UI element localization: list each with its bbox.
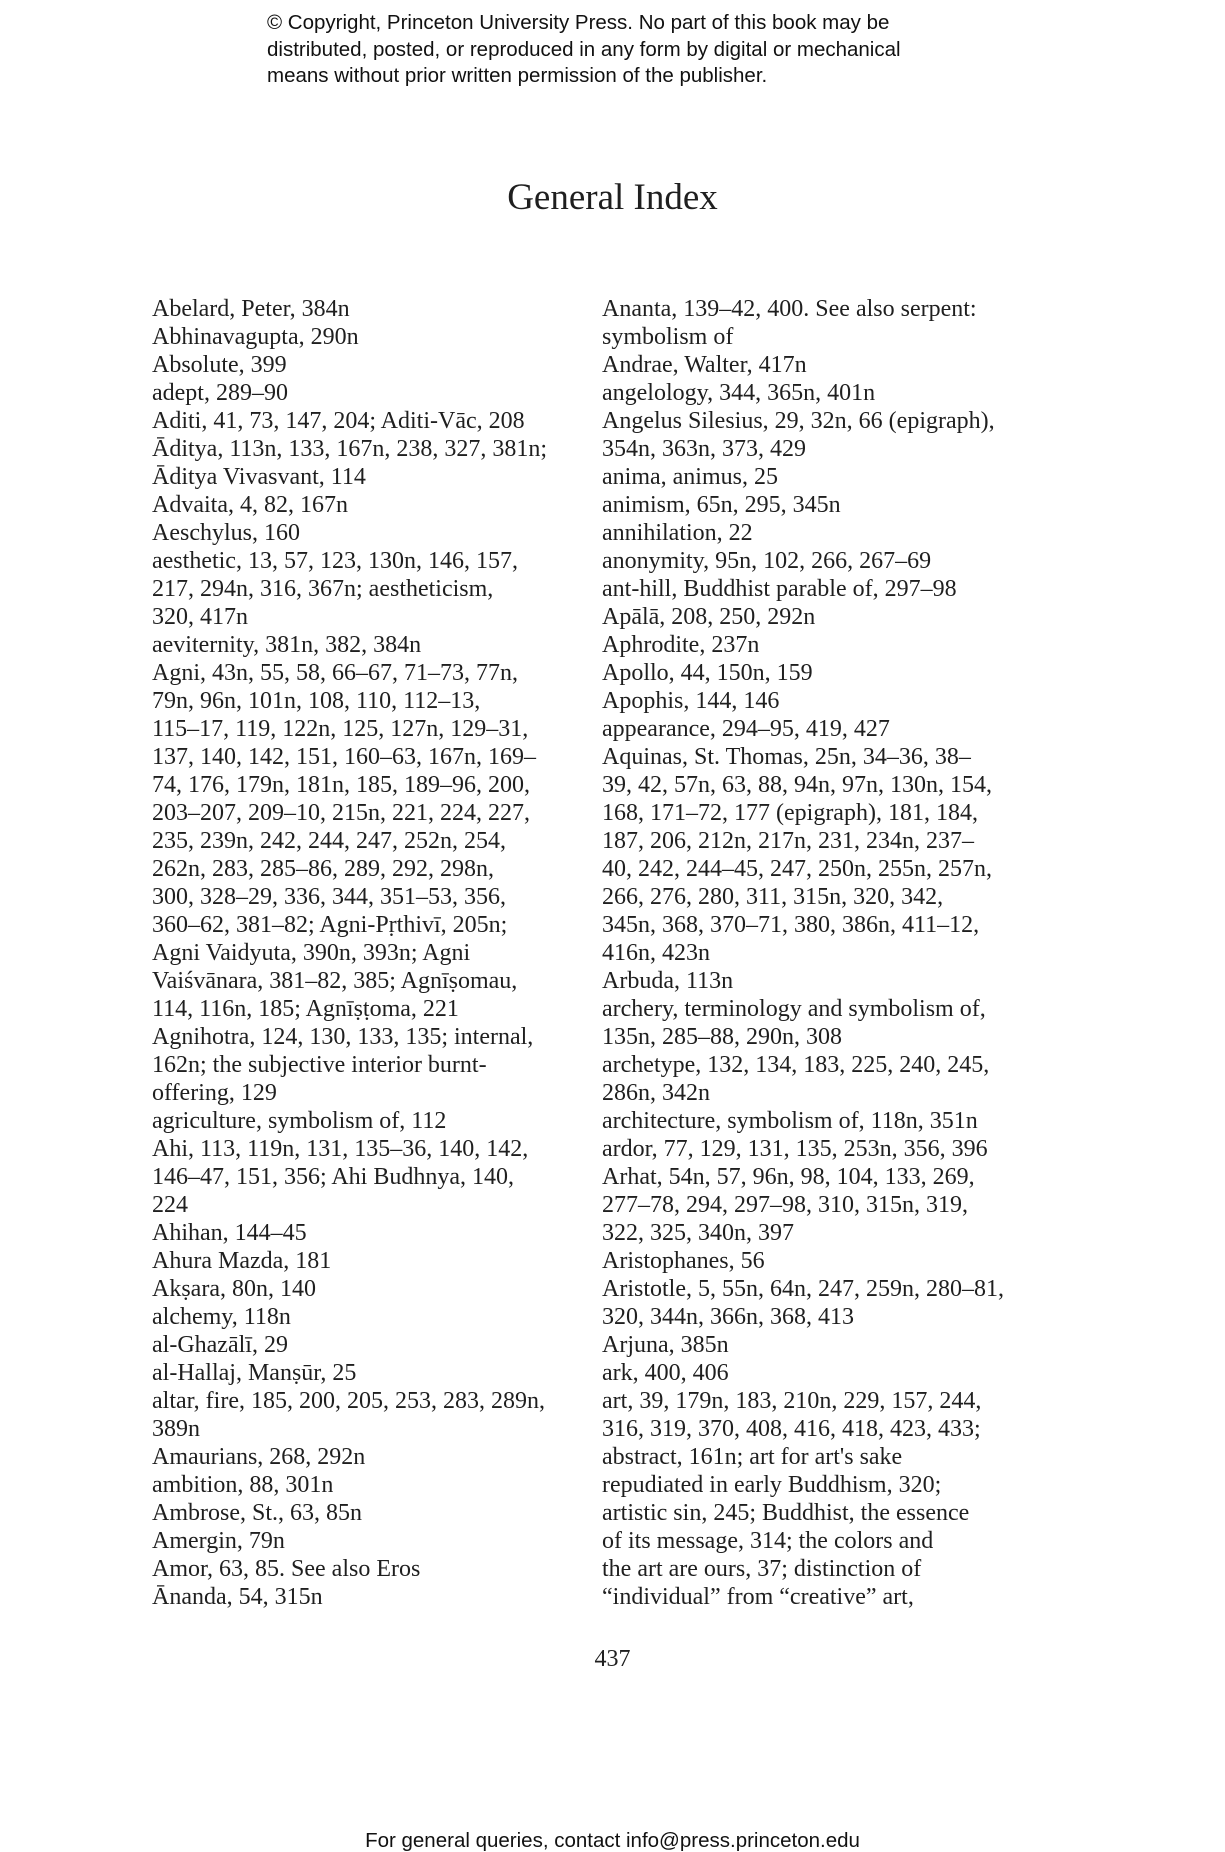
index-entry-line: Akṣara, 80n, 140 bbox=[152, 1276, 316, 1302]
copyright-line: © Copyright, Princeton University Press. No part of this book may be bbox=[267, 11, 890, 34]
index-entry-line: 79n, 96n, 101n, 108, 110, 112–13, bbox=[152, 688, 481, 714]
index-entry-line: al-Ghazālī, 29 bbox=[152, 1332, 288, 1358]
index-entry bbox=[152, 1303, 582, 1331]
index-entry-line: 115–17, 119, 122n, 125, 127n, 129–31, bbox=[152, 716, 529, 742]
index-entry bbox=[152, 1443, 582, 1471]
page-title: General Index bbox=[507, 177, 718, 218]
index-entry bbox=[152, 323, 582, 351]
index-entry bbox=[152, 491, 582, 519]
index-entry-line: Arbuda, 113n bbox=[602, 968, 734, 994]
copyright-notice bbox=[267, 10, 1027, 90]
page-number: 437 bbox=[594, 1646, 631, 1672]
index-entry bbox=[602, 1247, 1022, 1275]
index-entry bbox=[602, 463, 1022, 491]
index-entry-line: Ahura Mazda, 181 bbox=[152, 1248, 332, 1274]
index-entry-line: angelology, 344, 365n, 401n bbox=[602, 380, 876, 406]
index-entry-line: 137, 140, 142, 151, 160–63, 167n, 169– bbox=[152, 744, 536, 770]
index-entry bbox=[152, 1359, 582, 1387]
index-entry bbox=[152, 351, 582, 379]
index-entry bbox=[152, 1471, 582, 1499]
index-entry-line: Agni, 43n, 55, 58, 66–67, 71–73, 77n, bbox=[152, 660, 518, 686]
index-entry-line: offering, 129 bbox=[152, 1080, 277, 1106]
index-entry bbox=[152, 1331, 582, 1359]
index-entry-line: 162n; the subjective interior burnt- bbox=[152, 1052, 487, 1078]
index-entry-line: abstract, 161n; art for art's sake bbox=[602, 1444, 903, 1470]
index-entry-line: ardor, 77, 129, 131, 135, 253n, 356, 396 bbox=[602, 1136, 988, 1162]
index-entry bbox=[602, 1051, 1022, 1107]
index-entry-line: 168, 171–72, 177 (epigraph), 181, 184, bbox=[602, 800, 978, 826]
index-entry-line: 262n, 283, 285–86, 289, 292, 298n, bbox=[152, 856, 494, 882]
index-entry bbox=[152, 1555, 582, 1583]
index-entry-line: Vaiśvānara, 381–82, 385; Agnīṣomau, bbox=[152, 968, 518, 994]
index-entry-line: Apālā, 208, 250, 292n bbox=[602, 604, 816, 630]
index-entry-line: 146–47, 151, 356; Ahi Budhnya, 140, bbox=[152, 1164, 515, 1190]
index-entry bbox=[602, 547, 1022, 575]
index-entry-line: Abhinavagupta, 290n bbox=[152, 324, 359, 350]
index-entry bbox=[602, 1387, 1022, 1611]
index-entry-line: Aditi, 41, 73, 147, 204; Aditi-Vāc, 208 bbox=[152, 408, 525, 434]
index-entry-line: 266, 276, 280, 311, 315n, 320, 342, bbox=[602, 884, 944, 910]
index-entry-line: 316, 319, 370, 408, 416, 418, 423, 433; bbox=[602, 1416, 981, 1442]
index-entry bbox=[152, 1583, 582, 1611]
index-entry-line: 114, 116n, 185; Agnīṣṭoma, 221 bbox=[152, 996, 459, 1022]
index-entry-line: 224 bbox=[152, 1192, 188, 1218]
index-entry-line: Ānanda, 54, 315n bbox=[152, 1584, 323, 1610]
index-entry-line: alchemy, 118n bbox=[152, 1304, 291, 1330]
index-entry-line: Āditya Vivasvant, 114 bbox=[152, 464, 366, 490]
index-entry-line: adept, 289–90 bbox=[152, 380, 288, 406]
index-entry bbox=[602, 379, 1022, 407]
index-entry bbox=[602, 295, 1022, 351]
index-entry-line: 39, 42, 57n, 63, 88, 94n, 97n, 130n, 154, bbox=[602, 772, 992, 798]
index-entry bbox=[152, 1275, 582, 1303]
index-entry-line: Aeschylus, 160 bbox=[152, 520, 300, 546]
index-entry bbox=[602, 351, 1022, 379]
index-entry-line: Aristotle, 5, 55n, 64n, 247, 259n, 280–81, bbox=[602, 1276, 1004, 1302]
index-entry-line: symbolism of bbox=[602, 324, 734, 350]
index-entry-line: anonymity, 95n, 102, 266, 267–69 bbox=[602, 548, 932, 574]
index-entry-line: 203–207, 209–10, 215n, 221, 224, 227, bbox=[152, 800, 530, 826]
index-entry-line: 354n, 363n, 373, 429 bbox=[602, 436, 806, 462]
index-entry bbox=[602, 575, 1022, 603]
index-entry-line: anima, animus, 25 bbox=[602, 464, 778, 490]
index-entry bbox=[602, 967, 1022, 995]
footer-contact: For general queries, contact info@press.princeton.edu bbox=[365, 1829, 860, 1852]
index-entry bbox=[152, 1247, 582, 1275]
index-entry bbox=[152, 659, 582, 1023]
index-entry-line: aesthetic, 13, 57, 123, 130n, 146, 157, bbox=[152, 548, 518, 574]
index-entry bbox=[152, 1135, 582, 1219]
index-entry-line: 360–62, 381–82; Agni-Pṛthivī, 205n; bbox=[152, 912, 508, 938]
index-entry-line: al-Hallaj, Manṣūr, 25 bbox=[152, 1360, 357, 1386]
index-entry bbox=[602, 1107, 1022, 1135]
index-entry-line: ambition, 88, 301n bbox=[152, 1472, 334, 1498]
index-entry bbox=[152, 631, 582, 659]
index-entry-line: Andrae, Walter, 417n bbox=[602, 352, 807, 378]
index-entry-line: 277–78, 294, 297–98, 310, 315n, 319, bbox=[602, 1192, 968, 1218]
index-entry-line: Āditya, 113n, 133, 167n, 238, 327, 381n; bbox=[152, 436, 548, 462]
index-entry-line: 300, 328–29, 336, 344, 351–53, 356, bbox=[152, 884, 506, 910]
index-entry-line: 345n, 368, 370–71, 380, 386n, 411–12, bbox=[602, 912, 980, 938]
index-entry bbox=[152, 1107, 582, 1135]
index-entry-line: 187, 206, 212n, 217n, 231, 234n, 237– bbox=[602, 828, 974, 854]
index-entry bbox=[602, 715, 1022, 743]
index-entry-line: artistic sin, 245; Buddhist, the essence bbox=[602, 1500, 970, 1526]
index-entry bbox=[602, 659, 1022, 687]
index-entry-line: Agnihotra, 124, 130, 133, 135; internal, bbox=[152, 1024, 534, 1050]
index-entry-line: Apollo, 44, 150n, 159 bbox=[602, 660, 813, 686]
index-entry-line: Ananta, 139–42, 400. See also serpent: bbox=[602, 296, 977, 322]
index-entry bbox=[152, 547, 582, 631]
index-entry-line: altar, fire, 185, 200, 205, 253, 283, 289n, bbox=[152, 1388, 545, 1414]
copyright-line: means without prior written permission of the publisher. bbox=[267, 64, 768, 87]
index-entry-line: “individual” from “creative” art, bbox=[602, 1584, 914, 1610]
index-entry-line: annihilation, 22 bbox=[602, 520, 753, 546]
index-entry-line: art, 39, 179n, 183, 210n, 229, 157, 244, bbox=[602, 1388, 982, 1414]
index-column-left bbox=[152, 295, 582, 1611]
index-entry bbox=[152, 407, 582, 435]
index-entry-line: Ahihan, 144–45 bbox=[152, 1220, 307, 1246]
index-entry-line: Aphrodite, 237n bbox=[602, 632, 760, 658]
index-entry-line: Aquinas, St. Thomas, 25n, 34–36, 38– bbox=[602, 744, 971, 770]
index-entry bbox=[602, 1135, 1022, 1163]
index-entry bbox=[602, 1359, 1022, 1387]
index-entry bbox=[152, 295, 582, 323]
index-entry bbox=[152, 379, 582, 407]
index-entry-line: architecture, symbolism of, 118n, 351n bbox=[602, 1108, 978, 1134]
index-entry-line: aeviternity, 381n, 382, 384n bbox=[152, 632, 422, 658]
index-entry bbox=[152, 519, 582, 547]
index-entry-line: Agni Vaidyuta, 390n, 393n; Agni bbox=[152, 940, 471, 966]
index-entry-line: 322, 325, 340n, 397 bbox=[602, 1220, 794, 1246]
index-entry bbox=[602, 603, 1022, 631]
index-entry-line: of its message, 314; the colors and bbox=[602, 1528, 934, 1554]
index-entry-line: 286n, 342n bbox=[602, 1080, 710, 1106]
index-entry bbox=[602, 407, 1022, 463]
index-entry-line: ark, 400, 406 bbox=[602, 1360, 729, 1386]
index-entry-line: repudiated in early Buddhism, 320; bbox=[602, 1472, 942, 1498]
index-entry-line: 74, 176, 179n, 181n, 185, 189–96, 200, bbox=[152, 772, 530, 798]
index-entry bbox=[602, 519, 1022, 547]
index-entry bbox=[152, 1219, 582, 1247]
index-entry-line: Arjuna, 385n bbox=[602, 1332, 729, 1358]
index-column-right bbox=[602, 295, 1022, 1611]
index-entry-line: Ahi, 113, 119n, 131, 135–36, 140, 142, bbox=[152, 1136, 529, 1162]
index-entry-line: 40, 242, 244–45, 247, 250n, 255n, 257n, bbox=[602, 856, 992, 882]
index-entry-line: 320, 417n bbox=[152, 604, 248, 630]
index-entry-line: the art are ours, 37; distinction of bbox=[602, 1556, 922, 1582]
index-entry-line: 320, 344n, 366n, 368, 413 bbox=[602, 1304, 854, 1330]
index-entry-line: Aristophanes, 56 bbox=[602, 1248, 765, 1274]
index-entry-line: ant-hill, Buddhist parable of, 297–98 bbox=[602, 576, 957, 602]
index-entry-line: 235, 239n, 242, 244, 247, 252n, 254, bbox=[152, 828, 506, 854]
index-entry bbox=[152, 1527, 582, 1555]
index-entry-line: Arhat, 54n, 57, 96n, 98, 104, 133, 269, bbox=[602, 1164, 975, 1190]
index-entry-line: appearance, 294–95, 419, 427 bbox=[602, 716, 890, 742]
index-entry-line: Advaita, 4, 82, 167n bbox=[152, 492, 348, 518]
index-entry-line: Absolute, 399 bbox=[152, 352, 287, 378]
copyright-line: distributed, posted, or reproduced in any form by digital or mechanical bbox=[267, 37, 901, 61]
index-entry-line: agriculture, symbolism of, 112 bbox=[152, 1108, 447, 1134]
index-entry-line: animism, 65n, 295, 345n bbox=[602, 492, 841, 518]
index-entry bbox=[602, 687, 1022, 715]
index-entry-line: Amaurians, 268, 292n bbox=[152, 1444, 366, 1470]
index-entry-line: Amergin, 79n bbox=[152, 1528, 285, 1554]
index-entry bbox=[602, 1331, 1022, 1359]
index-entry bbox=[152, 1387, 582, 1443]
index-entry-line: 389n bbox=[152, 1416, 200, 1442]
index-entry-line: Abelard, Peter, 384n bbox=[152, 296, 350, 322]
index-entry bbox=[602, 1275, 1022, 1331]
index-entry-line: archery, terminology and symbolism of, bbox=[602, 996, 986, 1022]
index-entry-line: Apophis, 144, 146 bbox=[602, 688, 780, 714]
index-entry-line: Ambrose, St., 63, 85n bbox=[152, 1500, 362, 1526]
index-entry-line: archetype, 132, 134, 183, 225, 240, 245, bbox=[602, 1052, 990, 1078]
index-entry bbox=[602, 631, 1022, 659]
index-entry-line: 135n, 285–88, 290n, 308 bbox=[602, 1024, 842, 1050]
index-entry bbox=[602, 1163, 1022, 1247]
index-entry bbox=[602, 995, 1022, 1051]
index-entry bbox=[152, 1023, 582, 1107]
index-entry bbox=[152, 435, 582, 491]
index-entry bbox=[602, 491, 1022, 519]
index-entry-line: 416n, 423n bbox=[602, 940, 710, 966]
index-entry-line: 217, 294n, 316, 367n; aestheticism, bbox=[152, 576, 494, 602]
index-entry-line: Angelus Silesius, 29, 32n, 66 (epigraph), bbox=[602, 408, 995, 434]
index-entry bbox=[152, 1499, 582, 1527]
index-entry bbox=[602, 743, 1022, 967]
index-entry-line: Amor, 63, 85. See also Eros bbox=[152, 1556, 421, 1582]
